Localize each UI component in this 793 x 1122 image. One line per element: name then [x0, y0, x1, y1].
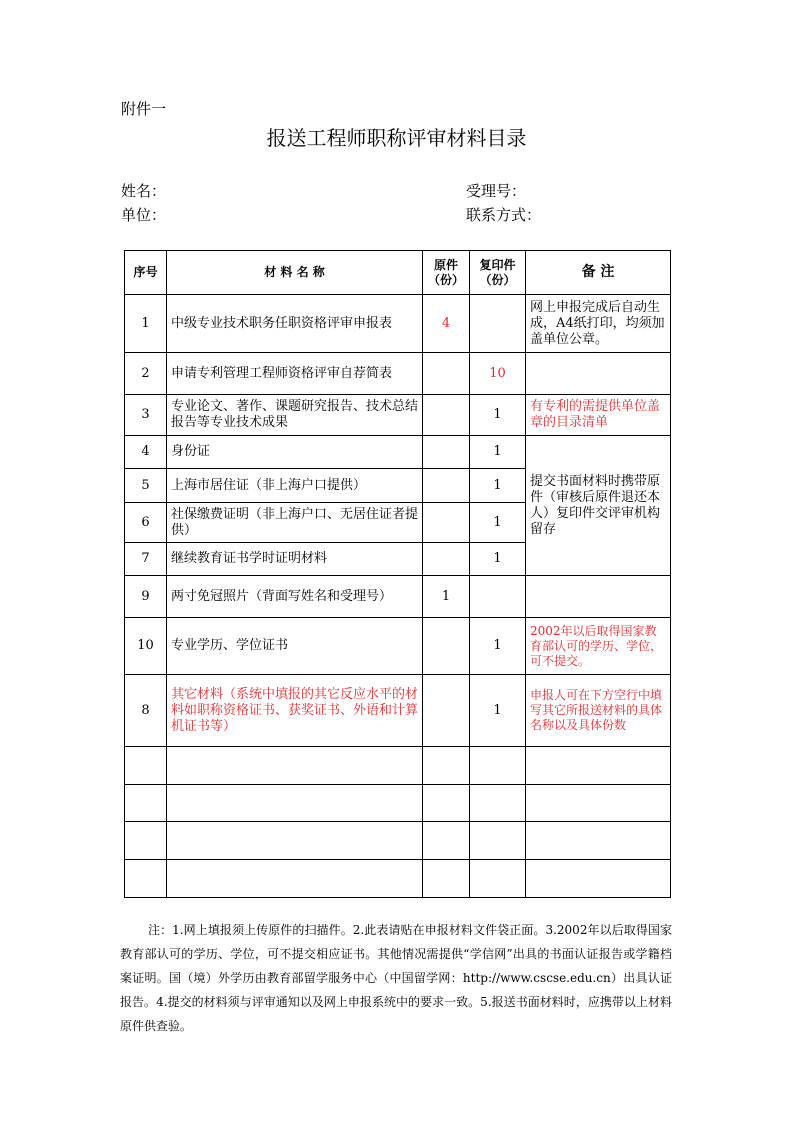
material-name: 中级专业技术职务任职资格评审申报表 [167, 295, 423, 353]
materials-table [124, 250, 671, 898]
original-count [423, 353, 470, 395]
copy-count: 1 [470, 675, 526, 747]
table-row [125, 618, 671, 675]
name-label: 姓名： [121, 182, 167, 200]
merged-remark: 提交书面材料时携带原件（审核后原件退还本人）复印件交评审机构留存 [526, 436, 671, 576]
table-row [125, 436, 671, 469]
copy-count: 1 [470, 618, 526, 675]
copy-count: 1 [470, 543, 526, 576]
blank-row [125, 860, 671, 898]
remark: 网上申报完成后自动生成，A4纸打印，均须加盖单位公章。 [526, 295, 671, 353]
material-name: 其它材料（系统中填报的其它反应水平的材料如职称资格证书、获奖证书、外语和计算机证书等） [167, 675, 423, 747]
col-header-copy: 复印件（份） [470, 251, 526, 295]
material-name: 专业学历、学位证书 [167, 618, 423, 675]
row-number: 6 [125, 503, 167, 543]
row-number: 9 [125, 576, 167, 618]
col-header-remark: 备 注 [526, 251, 671, 295]
col-header-material: 材 料 名 称 [167, 251, 423, 295]
material-name: 申请专利管理工程师资格评审自荐简表 [167, 353, 423, 395]
original-count [423, 436, 470, 469]
table-row [125, 576, 671, 618]
copy-count [470, 295, 526, 353]
material-name: 两寸免冠照片（背面写姓名和受理号） [167, 576, 423, 618]
row-number: 2 [125, 353, 167, 395]
remark [526, 576, 671, 618]
acceptance-number-label: 受理号： [466, 182, 527, 200]
remark [526, 353, 671, 395]
row-number: 3 [125, 395, 167, 436]
blank-row [125, 785, 671, 822]
original-count: 4 [423, 295, 470, 353]
row-number: 10 [125, 618, 167, 675]
table-header-row [125, 251, 671, 295]
attachment-label: 附件一 [121, 100, 167, 118]
page-title: 报送工程师职称评审材料目录 [266, 126, 527, 150]
table-row [125, 675, 671, 747]
table-row [125, 353, 671, 395]
row-number: 4 [125, 436, 167, 469]
blank-row [125, 822, 671, 860]
row-number: 5 [125, 469, 167, 503]
original-count [423, 618, 470, 675]
material-name: 继续教育证书学时证明材料 [167, 543, 423, 576]
copy-count: 1 [470, 469, 526, 503]
material-name: 社保缴费证明（非上海户口、无居住证者提供） [167, 503, 423, 543]
original-count [423, 469, 470, 503]
original-count: 1 [423, 576, 470, 618]
row-number: 8 [125, 675, 167, 747]
original-count [423, 675, 470, 747]
row-number: 7 [125, 543, 167, 576]
table-row [125, 295, 671, 353]
unit-label: 单位： [121, 206, 167, 224]
remark: 有专利的需提供单位盖章的目录清单 [526, 395, 671, 436]
copy-count: 1 [470, 503, 526, 543]
copy-count: 1 [470, 436, 526, 469]
blank-row [125, 747, 671, 785]
material-name: 上海市居住证（非上海户口提供） [167, 469, 423, 503]
remark: 申报人可在下方空行中填写其它所报送材料的具体名称以及具体份数 [526, 675, 671, 747]
col-header-no: 序号 [125, 251, 167, 295]
remark: 2002年以后取得国家教育部认可的学历、学位，可不提交。 [526, 618, 671, 675]
material-name: 专业论文、著作、课题研究报告、技术总结报告等专业技术成果 [167, 395, 423, 436]
material-name: 身份证 [167, 436, 423, 469]
table-row [125, 395, 671, 436]
row-number: 1 [125, 295, 167, 353]
contact-label: 联系方式： [466, 206, 542, 224]
copy-count [470, 576, 526, 618]
footnotes: 注：1.网上填报须上传原件的扫描件。2.此表请贴在申报材料文件袋正面。3.2002年以后取得国家教育部认可的学历、学位，可不提交相应证书。其他情况需提供“学信网”出具的书面认证报告或学籍档案证明。国（境）外学历由教育部留学服务中心（中国留学网：http://www.cscse.edu.cn）出具认证报告。4.提交的材料须与评审通知以及网上申报系统中的要求一致。5.报送书面材料时，应携带以上材料原件供查验。 [120, 923, 672, 1033]
original-count [423, 543, 470, 576]
copy-count: 1 [470, 395, 526, 436]
original-count [423, 503, 470, 543]
col-header-original: 原件（份） [423, 251, 470, 295]
original-count [423, 395, 470, 436]
copy-count: 10 [470, 353, 526, 395]
